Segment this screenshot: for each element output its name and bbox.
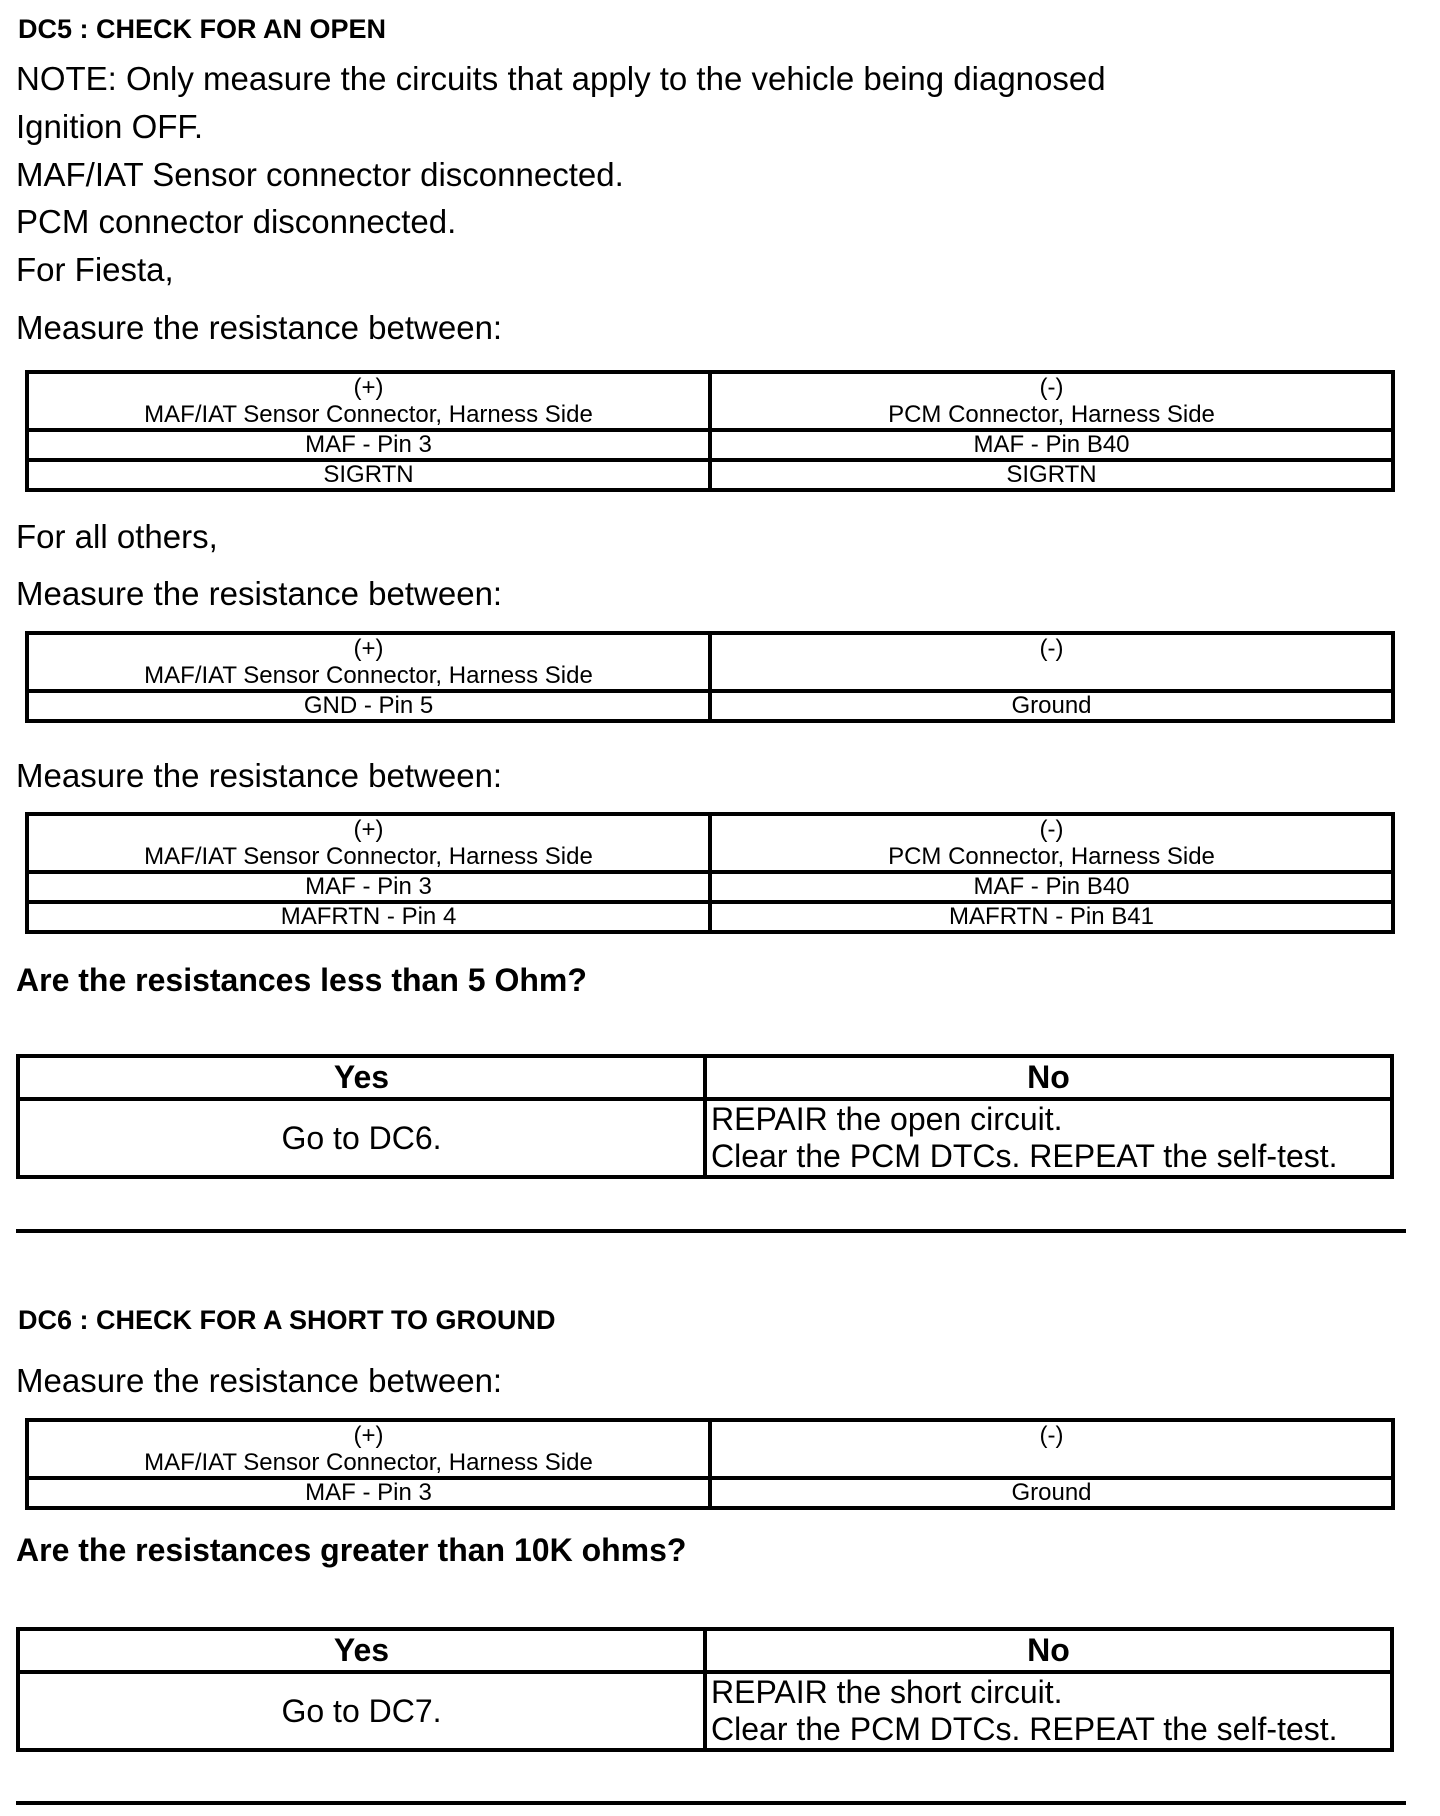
negative-header: PCM Connector, Harness Side — [888, 843, 1215, 870]
section-divider — [16, 1801, 1406, 1805]
table-row — [27, 902, 1393, 932]
fiesta-line: For Fiesta, — [16, 251, 174, 288]
yes-action: Go to DC7. — [18, 1672, 705, 1750]
measure-label: Measure the resistance between: — [16, 309, 503, 346]
no-action-line: REPAIR the open circuit. — [711, 1101, 1063, 1137]
ignition-line: Ignition OFF. — [16, 108, 204, 145]
table-cell: MAF - Pin 3 — [27, 1478, 710, 1508]
table-cell: SIGRTN — [27, 460, 710, 490]
measurement-table-fiesta — [25, 370, 1395, 492]
negative-header-cell — [710, 814, 1393, 872]
table-cell: MAF - Pin 3 — [27, 872, 710, 902]
negative-symbol: (-) — [1039, 635, 1064, 662]
table-row — [27, 460, 1393, 490]
table-cell: MAF - Pin 3 — [27, 430, 710, 460]
positive-header: MAF/IAT Sensor Connector, Harness Side — [144, 662, 593, 689]
measurement-table-pcm — [25, 812, 1395, 934]
table-row — [27, 872, 1393, 902]
dc5-question: Are the resistances less than 5 Ohm? — [16, 962, 587, 998]
table-cell: MAFRTN - Pin B41 — [710, 902, 1393, 932]
measure-label: Measure the resistance between: — [16, 575, 503, 612]
positive-header-cell — [27, 372, 710, 430]
measurement-table-short — [25, 1418, 1395, 1510]
dc6-decision-table — [16, 1627, 1394, 1752]
positive-header-cell — [27, 633, 710, 691]
table-cell: MAF - Pin B40 — [710, 430, 1393, 460]
no-header: No — [705, 1629, 1392, 1672]
note-line: NOTE: Only measure the circuits that apply to the vehicle being diagnosed — [16, 60, 1106, 97]
yes-header: Yes — [18, 1056, 705, 1099]
yes-header: Yes — [18, 1629, 705, 1672]
negative-header: PCM Connector, Harness Side — [888, 401, 1215, 428]
maf-disconnect-line: MAF/IAT Sensor connector disconnected. — [16, 156, 624, 193]
negative-header-cell — [710, 1420, 1393, 1478]
positive-header: MAF/IAT Sensor Connector, Harness Side — [144, 843, 593, 870]
no-action-cell — [705, 1099, 1392, 1177]
pcm-disconnect-line: PCM connector disconnected. — [16, 203, 457, 240]
all-others-line: For all others, — [16, 518, 218, 555]
table-cell: MAFRTN - Pin 4 — [27, 902, 710, 932]
table-cell: GND - Pin 5 — [27, 691, 710, 721]
positive-header-cell — [27, 1420, 710, 1478]
section-divider — [16, 1229, 1406, 1233]
dc5-title: DC5 : CHECK FOR AN OPEN — [18, 14, 387, 44]
no-action-line: Clear the PCM DTCs. REPEAT the self-test. — [711, 1138, 1338, 1174]
table-cell: Ground — [710, 691, 1393, 721]
negative-header-cell — [710, 633, 1393, 691]
table-cell: Ground — [710, 1478, 1393, 1508]
measurement-table-ground — [25, 631, 1395, 723]
dc6-question: Are the resistances greater than 10K ohms? — [16, 1532, 687, 1568]
dc5-decision-table — [16, 1054, 1394, 1179]
table-cell: SIGRTN — [710, 460, 1393, 490]
table-row — [27, 691, 1393, 721]
no-action-line: Clear the PCM DTCs. REPEAT the self-test. — [711, 1711, 1338, 1747]
negative-symbol: (-) — [1039, 374, 1064, 401]
table-row — [27, 430, 1393, 460]
positive-symbol: (+) — [353, 816, 384, 843]
no-action-line: REPAIR the short circuit. — [711, 1674, 1063, 1710]
negative-symbol: (-) — [1039, 816, 1064, 843]
positive-header: MAF/IAT Sensor Connector, Harness Side — [144, 1449, 593, 1476]
measure-label: Measure the resistance between: — [16, 757, 503, 794]
negative-symbol: (-) — [1039, 1422, 1064, 1449]
positive-symbol: (+) — [353, 635, 384, 662]
positive-header-cell — [27, 814, 710, 872]
table-row — [27, 1478, 1393, 1508]
table-cell: MAF - Pin B40 — [710, 872, 1393, 902]
measure-label: Measure the resistance between: — [16, 1362, 503, 1399]
negative-header-cell — [710, 372, 1393, 430]
yes-action: Go to DC6. — [18, 1099, 705, 1177]
positive-symbol: (+) — [353, 374, 384, 401]
dc6-title: DC6 : CHECK FOR A SHORT TO GROUND — [18, 1305, 556, 1335]
no-header: No — [705, 1056, 1392, 1099]
positive-symbol: (+) — [353, 1422, 384, 1449]
no-action-cell — [705, 1672, 1392, 1750]
positive-header: MAF/IAT Sensor Connector, Harness Side — [144, 401, 593, 428]
